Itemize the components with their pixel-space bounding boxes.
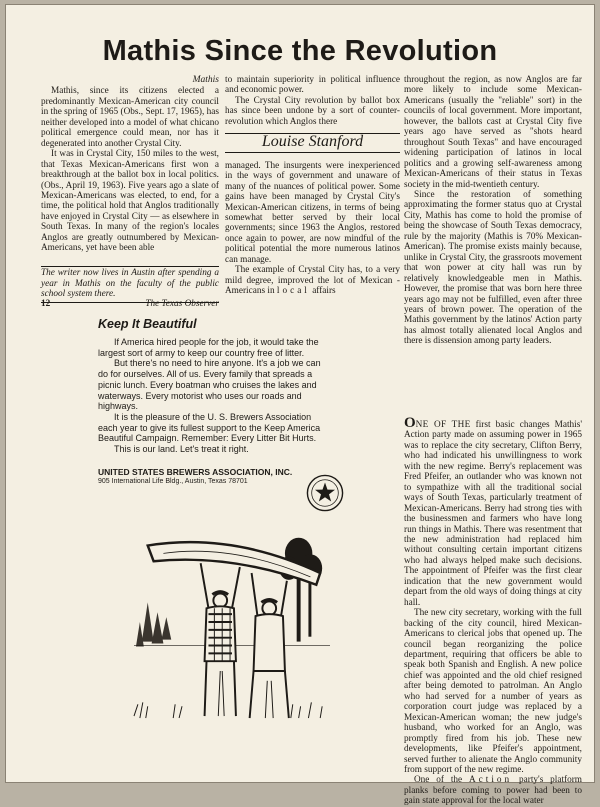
ad-body bbox=[98, 337, 330, 455]
paragraph bbox=[404, 775, 582, 806]
brewers-association-seal-icon bbox=[306, 474, 344, 512]
ad-paragraph: If America hired people for the job, it would take the largest sort of army to keep our country free of litter. bbox=[98, 337, 319, 358]
page-number: 12 bbox=[41, 299, 51, 309]
lead-in: NE OF THE bbox=[415, 420, 471, 430]
article-column-3 bbox=[404, 75, 582, 347]
magazine-page bbox=[5, 4, 595, 807]
page-footer bbox=[41, 299, 219, 309]
paragraph-text: The example of Crystal City has, to a very mild degree, improved the lot of Mexican - Americans in bbox=[225, 265, 400, 297]
paragraph: to maintain superiority in political influence and economic power. bbox=[225, 75, 400, 96]
spaced-word: local bbox=[276, 286, 310, 297]
article-column-1 bbox=[41, 75, 219, 254]
paragraph-text: affairs bbox=[312, 286, 336, 297]
paragraph bbox=[225, 265, 400, 296]
advertisement bbox=[98, 317, 330, 485]
paragraph: It was in Crystal City, 150 miles to the west, that Texas Mexican-Americans first won a breakthrough at the ballot box in local politics. (Obs., April 19, 1963). Five years ago a slate of Mexican-Americans was elected, to end, for a time, the political hold that Anglos traditionally have enjoyed in Crystal City — as elsewhere in South Texas. In many of the region's locales Anglos are greatly outnumbered by Mexican-Americans, yet have been able bbox=[41, 149, 219, 254]
byline: Louise Stanford bbox=[225, 133, 400, 152]
paragraph bbox=[404, 415, 583, 608]
spaced-word: Action bbox=[468, 775, 513, 786]
canoe-carriers-illustration bbox=[134, 524, 330, 720]
paragraph: The new city secretary, working with the full backing of the city council, hired Mexican-Americans to clerical jobs that opened up. The council began reorganizing the police department, requiring that officers be able to speak both Spanish and English. A new police chief was appointed and the old chief resigned after being demoted to patrolman. An Anglo who had served for a number of years as corporation court judge was replaced by a Mexican-American woman; the new judge's husband, who worked for an Anglo, was promptly fired from his job. These new developments, like Pfeifer's appointment, served further to alienate the Anglo community from support of the new regime. bbox=[404, 608, 582, 775]
article-column-2 bbox=[225, 75, 400, 297]
drop-cap: O bbox=[404, 415, 416, 431]
ad-paragraph: This is our land. Let's treat it right. bbox=[114, 444, 249, 455]
ad-paragraph: It is the pleasure of the U. S. Brewers Association each year to give its fullest support to the Keep America Beautiful Campaign. Remember: Every Litter Bit Hurts. bbox=[98, 411, 321, 444]
ad-headline: Keep It Beautiful bbox=[98, 317, 197, 331]
author-note: The writer now lives in Austin after spending a year in Mathis on the faculty of the public school system there. bbox=[41, 266, 219, 303]
ad-organization: UNITED STATES BREWERS ASSOCIATION, INC. bbox=[98, 466, 293, 477]
paragraph: Since the restoration of something approximating the former status quo at Crystal City, Mathis has come to hold the promise of being the showcase of South Texas democracy, rule by the majority (Mathis is 70% Mexican-American). The promise exists mainly because, unlike in Crystal City, the grassroots movement that won power at city hall was run by relatively knowledgeable men in Mathis. However, the promise that was born here three years ago may not be fulfilled, even after three years of brown power. The operation of the Mathis government by the latinos' Action party has almost totally alienated local Anglos and there is dissension among party leaders. bbox=[404, 189, 582, 347]
ad-address: 905 International Life Bldg., Austin, Texas 78701 bbox=[98, 477, 248, 485]
article-title: Mathis Since the Revolution bbox=[102, 35, 498, 67]
paragraph: The Crystal City revolution by ballot box has since been undone by a sort of counter-revolution which Anglos there bbox=[225, 95, 400, 127]
publication-name: The Texas Observer bbox=[145, 299, 219, 309]
article-column-3-continued bbox=[404, 415, 583, 807]
ad-paragraph: But there's no need to hire anyone. It's a job we can do for ourselves. All of us. Every family that spreads a picnic lunch. Every boatman who cruises the lakes and waterways. Every motorist who uses our roads and highways. bbox=[98, 358, 321, 412]
paragraph-text: first basic changes Mathis' Action party made on assuming power in 1965 was to replace the city secretary, Clifton Berry, who had indicated his unwillingness to work with the new regime. Berry's replacement was Fred Pfeifer, an outlander who was known not to sympathize with all the traditional social ways of South Texas, particularly treatment of Mexican-Americans. Berry had strong ties with the businessmen and farmers who have long run things in Mathis. There was resentment that the new administration had replaced him without consulting certain important citizens who had always helped make such decisions. The appointment of Pfeifer was the first clear indication that the new government would depart from the old ways of doing things at city hall. bbox=[404, 420, 583, 608]
section-kicker: Mathis bbox=[192, 75, 219, 85]
paragraph: throughout the region, as now Anglos are far more likely to include some Mexican-Americans (usually the "reliable" sort) in the councils of local government. More important, however, the ballots cast at Crystal City five years ago have served as "shots heard throughout South Texas" and have encouraged widening participation of latinos in local politics and a growing self-awareness among Mexican-Americans of their status in Texas society in the mid-twentieth century. bbox=[404, 75, 582, 190]
paragraph: managed. The insurgents were inexperienced in the ways of government and unaware of many of the nuances of political power. Some gains have been managed by Crystal City's Mexican-American citizens, in terms of being somewhat better served by their local governments; since 1963 the Anglos, restored once again to power, are now mindful of the political potential the more numerous latinos can manage. bbox=[225, 160, 400, 265]
paragraph-text: One of the bbox=[414, 775, 469, 786]
paragraph: Mathis, since its citizens elected a predominantly Mexican-American city council in the spring of 1965 (Obs., Sept. 17, 1965), has neither developed into a model of what chicano political emergence could mean, nor has it degenerated into another Crystal City. bbox=[41, 86, 219, 149]
paragraph-text: party's platform planks before coming to power had been to gain state approval for the local water bbox=[404, 775, 583, 807]
